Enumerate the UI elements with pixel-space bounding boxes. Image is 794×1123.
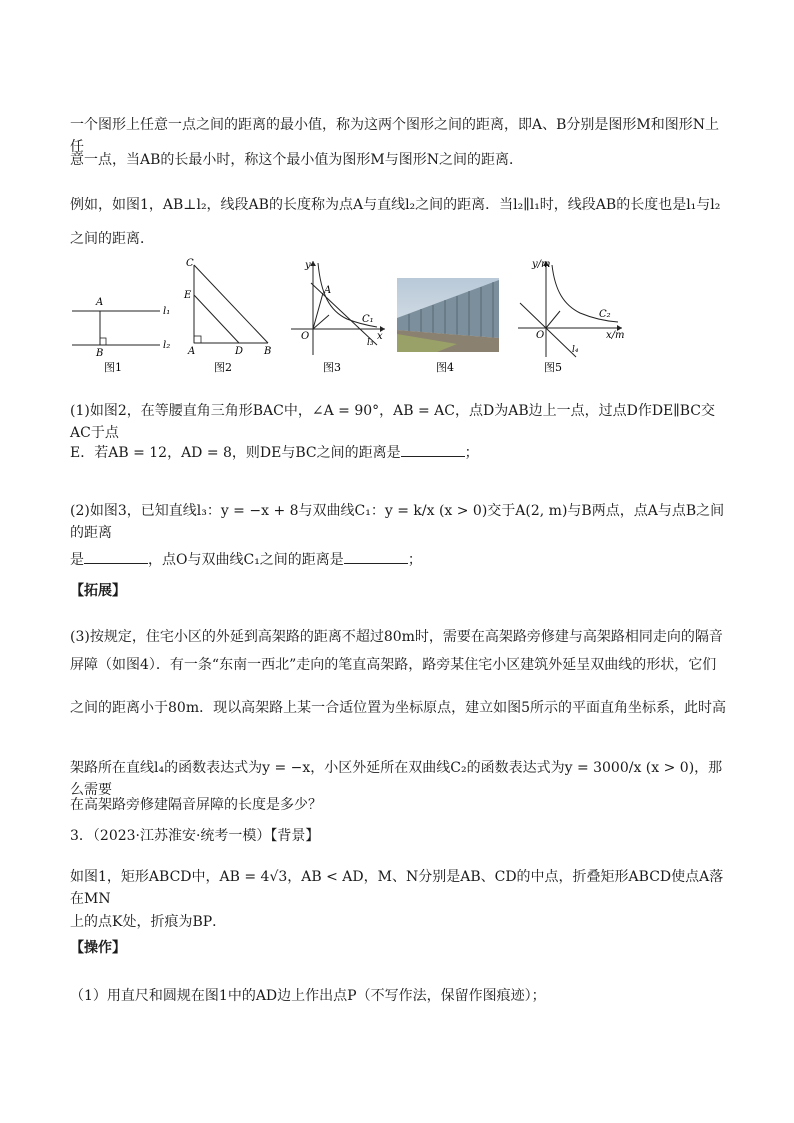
fig5-caption: 图5 bbox=[544, 361, 562, 374]
figure-4 bbox=[432, 358, 472, 376]
section-heading-caozuo: 【操作】 bbox=[70, 940, 126, 956]
question-1-end: ； bbox=[464, 445, 479, 461]
example-line-2: 之间的距离． bbox=[70, 231, 154, 247]
question-3-line-4: 架路所在直线l₄的函数表达式为y = −x，小区外延所在双曲线C₂的函数表达式为y = 3000/x (x > 0)，那么需要 bbox=[70, 760, 723, 798]
fig3-label-O: O bbox=[301, 331, 310, 342]
fig2-label-C: C bbox=[186, 258, 194, 269]
question-2-text-b: ，点O与双曲线C₁之间的距离是 bbox=[148, 552, 344, 568]
fig5-label-C2: C₂ bbox=[599, 309, 611, 320]
question-3-line-1: (3)按规定，住宅小区的外延到高架路的距离不超过80m时，需要在高架路旁修建与高架路相同走向的隔音 bbox=[70, 629, 723, 645]
question-2-line-2 bbox=[70, 549, 730, 571]
fig3-label-y: y bbox=[305, 260, 311, 271]
question-2-text-a: 是 bbox=[70, 552, 84, 568]
fig3-label-x: x bbox=[377, 331, 383, 342]
fig1-caption: 图1 bbox=[104, 361, 122, 374]
figure-5 bbox=[512, 255, 632, 375]
fig5-label-y: y/m bbox=[532, 259, 551, 270]
figure-3 bbox=[285, 255, 390, 375]
fig5-label-x: x/m bbox=[606, 330, 625, 341]
fig4-caption: 图4 bbox=[436, 361, 454, 374]
fig5-label-l4: l₄ bbox=[572, 345, 579, 355]
question-3-line-2: 屏障（如图4）．有一条“东南一西北”走向的笔直高架路，路旁某住宅小区建筑外延呈双曲线的形状，它们 bbox=[70, 657, 717, 673]
fig2-label-E: E bbox=[184, 290, 192, 301]
problem-3-heading: 3．（2023·江苏淮安·统考一模）【背景】 bbox=[70, 828, 320, 844]
definition-line-1: 一个图形上任意一点之间的距离的最小值，称为这两个图形之间的距离，即A、B分别是图形M和图形N上任 bbox=[70, 117, 719, 155]
figure-1 bbox=[68, 295, 180, 375]
operation-1: （1）用直尺和圆规在图1中的AD边上作出点P（不写作法，保留作图痕迹）； bbox=[70, 988, 546, 1004]
fig3-label-A: A bbox=[324, 285, 332, 296]
answer-blank-1 bbox=[401, 444, 465, 457]
question-3-line-3: 之间的距离小于80m．现以高架路上某一合适位置为坐标原点，建立如图5所示的平面直角坐标系，此时高 bbox=[70, 700, 726, 716]
definition-line-2: 意一点，当AB的长最小时，称这个最小值为图形M与图形N之间的距离． bbox=[70, 152, 523, 168]
fig3-label-l3: l₃ bbox=[367, 338, 374, 348]
fig3-caption: 图3 bbox=[323, 361, 341, 374]
question-3-line-5: 在高架路旁修建隔音屏障的长度是多少？ bbox=[70, 797, 322, 813]
question-1-line-1: (1)如图2，在等腰直角三角形BAC中，∠A = 90°，AB = AC，点D为AB边上一点，过点D作DE∥BC交AC于点 bbox=[70, 403, 716, 441]
fig2-label-A: A bbox=[188, 346, 196, 357]
problem-3-line-1: 如图1，矩形ABCD中，AB = 4√3，AB < AD，M、N分别是AB、CD的中点，折叠矩形ABCD使点A落在MN bbox=[70, 869, 724, 907]
question-1-text: E．若AB = 12，AD = 8，则DE与BC之间的距离是 bbox=[70, 445, 401, 461]
fig5-label-O: O bbox=[536, 330, 545, 341]
example-line-1: 例如，如图1，AB⊥l₂，线段AB的长度称为点A与直线l₂之间的距离．当l₂∥l₁时，线段AB的长度也是l₁与l₂ bbox=[70, 197, 721, 213]
answer-blank-2 bbox=[84, 551, 148, 564]
fig1-label-l2: l₂ bbox=[163, 340, 171, 351]
fig1-label-l1: l₁ bbox=[163, 306, 171, 317]
question-2-end: ； bbox=[407, 552, 422, 568]
fig2-label-D: D bbox=[235, 346, 244, 357]
section-heading-tuozhan: 【拓展】 bbox=[70, 583, 126, 599]
problem-3-line-2: 上的点K处，折痕为BP． bbox=[70, 914, 227, 930]
fig1-label-A: A bbox=[96, 297, 104, 308]
answer-blank-3 bbox=[344, 551, 408, 564]
noise-barrier-photo bbox=[397, 278, 499, 352]
figure-2 bbox=[180, 255, 280, 375]
fig2-caption: 图2 bbox=[214, 361, 232, 374]
fig2-label-B: B bbox=[264, 346, 272, 357]
fig1-label-B: B bbox=[96, 348, 104, 359]
fig3-label-C1: C₁ bbox=[362, 314, 374, 325]
question-2-line-1: (2)如图3，已知直线l₃：y = −x + 8与双曲线C₁：y = k/x (x > 0)交于A(2, m)与B两点，点A与点B之间的距离 bbox=[70, 503, 725, 541]
question-1-line-2 bbox=[70, 442, 730, 464]
